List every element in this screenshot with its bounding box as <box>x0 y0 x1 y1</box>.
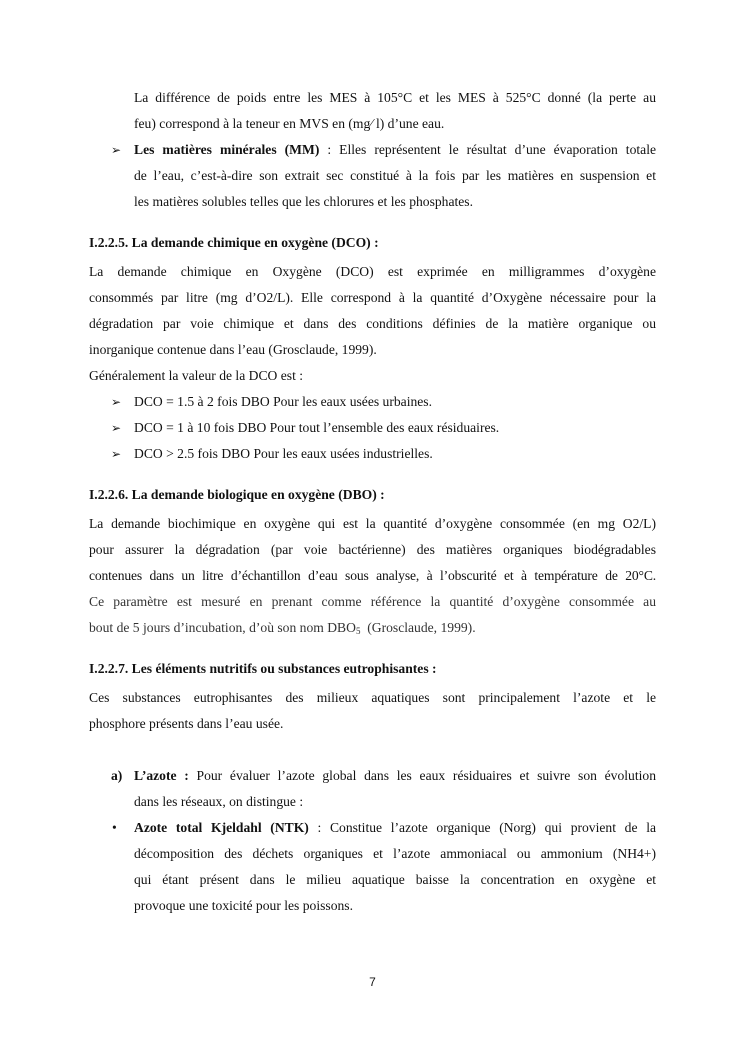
dco-heading: I.2.2.5. La demande chimique en oxygène (DCO) : <box>89 235 379 250</box>
arrow-bullet-icon: ➢ <box>111 395 122 409</box>
dbo-subscript: 5 <box>355 626 361 636</box>
dco-list-item: DCO = 1.5 à 2 fois DBO Pour les eaux usées urbaines. <box>134 394 433 409</box>
dco-paragraph-line-3: dégradation par voie chimique et dans des conditions définies de la matière organique ou <box>89 316 656 331</box>
dbo-line5-after: (Grosclaude, 1999). <box>360 620 476 635</box>
ntk-line-1 <box>134 819 656 837</box>
mm-term: Les matières minérales (MM) <box>134 142 320 157</box>
dbo-paragraph-line-3: contenues dans un litre d’échantillon d’eau sous analyse, à l’obscurité et à température de 20°C. <box>89 568 656 583</box>
nutrients-heading: I.2.2.7. Les éléments nutritifs ou substances eutrophisantes : <box>89 661 437 676</box>
ntk-term: Azote total Kjeldahl (NTK) <box>134 820 309 835</box>
dbo-line5-before: bout de 5 jours d’incubation, d’où son nom DBO <box>89 620 356 635</box>
dco-paragraph-line-4: inorganique contenue dans l’eau (Grosclaude, 1999). <box>89 342 377 357</box>
dbo-paragraph-line-5 <box>89 619 476 640</box>
dbo-paragraph-line-4: Ce paramètre est mesuré en prenant comme référence la quantité d’oxygène consommée au <box>89 594 656 609</box>
dco-paragraph-line-1: La demande chimique en Oxygène (DCO) est exprimée en milligrammes d’oxygène <box>89 264 656 279</box>
ntk-line-2: décomposition des déchets organiques et l’azote ammoniacal ou ammonium (NH4+) <box>134 846 656 861</box>
mm-bullet-line-2: de l’eau, c’est-à-dire son extrait sec constitué à la fois par les matières en suspension et <box>134 168 656 183</box>
nutrients-paragraph-line-2: phosphore présents dans l’eau usée. <box>89 716 284 731</box>
dco-list-item: DCO = 1 à 10 fois DBO Pour tout l’ensemble des eaux résiduaires. <box>134 420 500 435</box>
azote-line1-rest: Pour évaluer l’azote global dans les eaux résiduaires et suivre son évolution <box>188 768 656 783</box>
mm-line1-rest: : Elles représentent le résultat d’une évaporation totale <box>319 142 657 157</box>
ntk-line-3: qui étant présent dans le milieu aquatique baisse la concentration en oxygène et <box>134 872 656 887</box>
dco-intro: Généralement la valeur de la DCO est : <box>89 368 304 383</box>
mm-bullet-line-1 <box>134 141 656 159</box>
dco-paragraph-line-2: consommés par litre (mg d’O2/L). Elle correspond à la quantité d’Oxygène nécessaire pour la <box>89 290 656 305</box>
dbo-heading: I.2.2.6. La demande biologique en oxygène (DBO) : <box>89 487 385 502</box>
arrow-bullet-icon: ➢ <box>111 143 122 157</box>
mvs-line-2: feu) correspond à la teneur en MVS en (mg⁄ l) d’une eau. <box>134 116 445 131</box>
dbo-paragraph-line-1: La demande biochimique en oxygène qui est la quantité d’oxygène consommée (en mg O2/L) <box>89 516 656 531</box>
azote-line-2: dans les réseaux, on distingue : <box>134 794 304 809</box>
nutrients-paragraph-line-1: Ces substances eutrophisantes des milieux aquatiques sont principalement l’azote et le <box>89 690 656 705</box>
dbo-paragraph-line-2: pour assurer la dégradation (par voie bactérienne) des matières organiques biodégradables <box>89 542 656 557</box>
mvs-line-1: La différence de poids entre les MES à 105°C et les MES à 525°C donné (la perte au <box>134 90 656 105</box>
arrow-bullet-icon: ➢ <box>111 447 122 461</box>
ntk-line1-rest: : Constitue l’azote organique (Norg) qui provient de la <box>308 820 656 835</box>
azote-line-1 <box>134 767 656 785</box>
ntk-line-4: provoque une toxicité pour les poissons. <box>134 898 353 913</box>
azote-list-marker: a) <box>111 768 123 783</box>
arrow-bullet-icon: ➢ <box>111 421 122 435</box>
bullet-dot-icon: • <box>112 820 117 835</box>
page-number: 7 <box>369 975 376 989</box>
mm-bullet-line-3: les matières solubles telles que les chlorures et les phosphates. <box>134 194 474 209</box>
azote-term: L’azote : <box>134 768 189 783</box>
dco-list-item: DCO > 2.5 fois DBO Pour les eaux usées industrielles. <box>134 446 433 461</box>
